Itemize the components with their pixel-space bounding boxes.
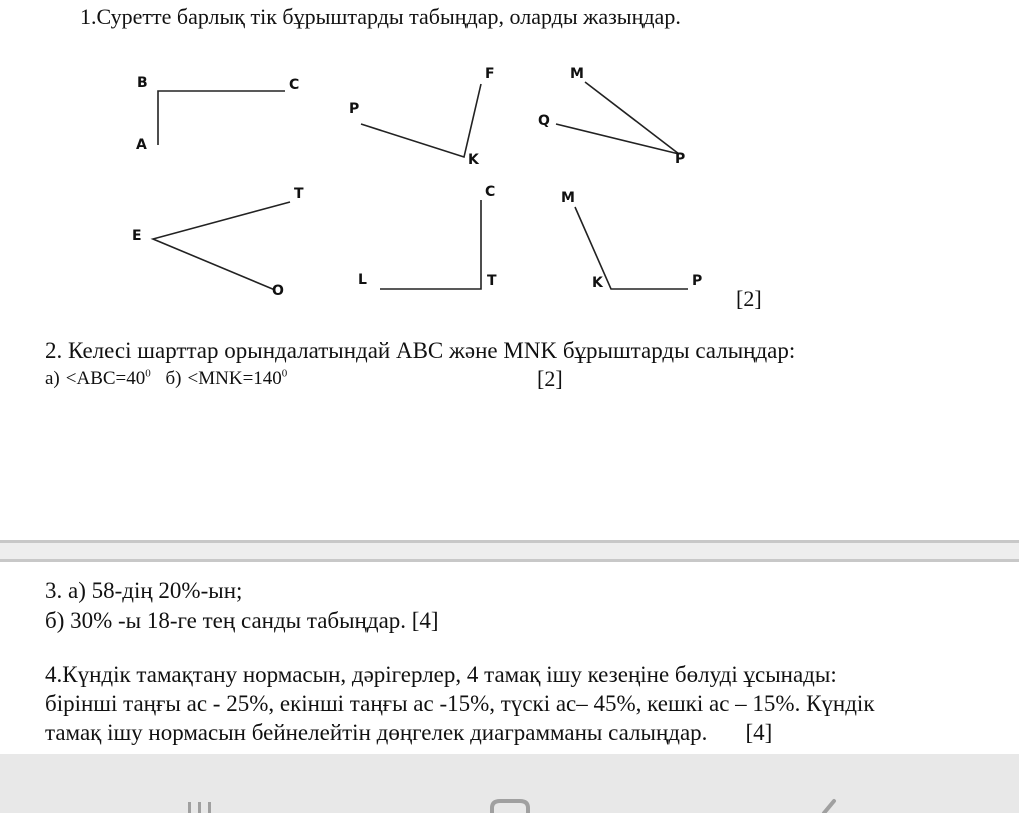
figure-qpm-label-m: M — [570, 66, 584, 82]
figure-ltc-label-c: C — [485, 184, 496, 200]
figure-pkf-label-k: K — [468, 152, 479, 168]
question-3 — [45, 576, 439, 636]
part-a-prefix: а) — [45, 368, 60, 390]
question-2-title: 2. Келесі шарттар орындалатындай АВС және MNK бұрыштарды салыңдар: — [45, 338, 796, 363]
figure-ltc-lines — [380, 200, 481, 289]
question-1-title: 1.Суретте барлық тік бұрыштарды табыңдар, оларды жазыңдар. — [80, 4, 681, 29]
figure-pkf-label-f: F — [485, 66, 495, 82]
question-1-score: [2] — [736, 286, 762, 311]
figure-mkp-label-k: K — [592, 275, 603, 291]
recent-apps-icon[interactable] — [186, 798, 226, 813]
figure-abc-label-c: C — [289, 77, 300, 93]
question-4-line-1: 4.Күндік тамақтану нормасын, дәрігерлер, 4 тамақ ішу кезеңіне бөлуді ұсынады: — [45, 662, 837, 687]
question-3-line-2: б) 30% -ы 18-ге тең санды табыңдар. [4] — [45, 608, 439, 633]
figure-pkf — [349, 66, 495, 168]
figure-ltc — [358, 184, 497, 289]
question-2-score: [2] — [537, 366, 563, 391]
question-4-line-3: тамақ ішу нормасын бейнелейтін дөңгелек диаграмманы салыңдар. [4] — [45, 720, 773, 745]
figure-abc-label-b: B — [137, 75, 148, 91]
figure-abc-lines — [158, 91, 285, 145]
figure-abc — [136, 75, 299, 153]
system-navigation-bar — [0, 754, 1019, 813]
figure-abc-label-a: A — [136, 137, 147, 153]
question-4-line-2: бірінші таңғы ас - 25%, екінші таңғы ас -15%, түскі ас– 45%, кешкі ас – 15%. Күндік — [45, 691, 875, 716]
figure-pkf-label-p: P — [349, 101, 360, 117]
question-4 — [45, 660, 985, 747]
figure-qpm-lines — [556, 82, 679, 154]
part-b-prefix: б) — [165, 368, 182, 390]
figure-teo-label-e: E — [132, 228, 142, 244]
figure-ltc-label-l: L — [358, 272, 367, 288]
page-divider — [0, 540, 1019, 562]
figure-mkp-label-m: M — [561, 190, 575, 206]
figure-qpm-label-p: P — [675, 151, 686, 167]
part-b-expression: $<MNK=140^0$ — [187, 368, 288, 390]
question-2-parts — [45, 368, 293, 390]
figure-teo — [132, 186, 304, 299]
figure-pkf-lines — [361, 84, 481, 157]
question-3-line-1: 3. а) 58-дің 20%-ын; — [45, 578, 243, 603]
figure-mkp-label-p: P — [692, 273, 703, 289]
home-icon[interactable] — [490, 798, 530, 813]
question-4-score: [4] — [745, 720, 773, 745]
figure-qpm — [538, 66, 685, 167]
back-icon[interactable] — [806, 798, 846, 813]
figure-ltc-label-t: T — [487, 273, 497, 289]
angle-figures — [0, 0, 1019, 330]
figure-mkp — [561, 190, 702, 291]
figure-qpm-label-q: Q — [538, 113, 550, 129]
figure-teo-label-t: T — [294, 186, 304, 202]
figure-teo-lines — [153, 202, 290, 290]
part-a-expression: $<ABC=40^0$ — [65, 368, 151, 390]
figure-teo-label-o: O — [272, 283, 284, 299]
